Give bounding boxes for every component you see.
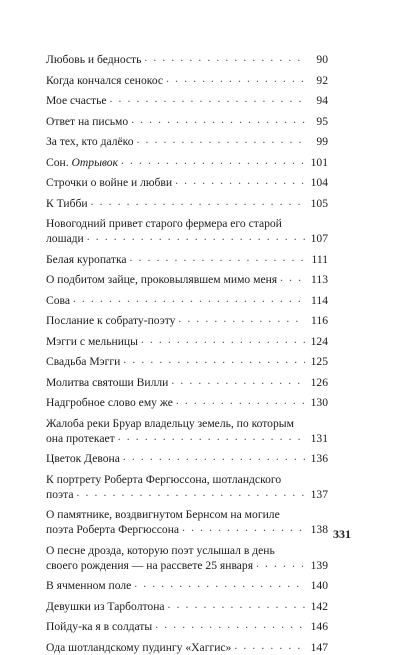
toc-entry-title: Мэгги с мельницы bbox=[46, 334, 138, 348]
toc-entry-page: 140 bbox=[310, 579, 328, 592]
toc-entry-page: 116 bbox=[311, 314, 328, 327]
toc-entry bbox=[46, 395, 328, 410]
toc-entry bbox=[46, 155, 328, 170]
dot-leader bbox=[178, 311, 305, 326]
toc-entry-title: Ответ на письмо bbox=[46, 114, 129, 128]
toc-entry-page: 125 bbox=[310, 355, 328, 368]
dot-leader bbox=[144, 50, 305, 65]
dot-leader bbox=[137, 132, 305, 147]
toc-entry-page: 107 bbox=[310, 232, 328, 245]
toc-entry-title: она протекает bbox=[46, 431, 115, 445]
toc-entry-title-italic: Отрывок bbox=[71, 155, 119, 169]
toc-entry-title: Цветок Девона bbox=[46, 452, 120, 465]
toc-entry bbox=[46, 507, 328, 537]
toc-entry-page: 114 bbox=[311, 293, 328, 307]
toc-entry-title: Свадьба Мэгги bbox=[46, 355, 121, 368]
toc-entry bbox=[46, 175, 328, 190]
toc-entry-title: Молитва святоши Вилли bbox=[46, 375, 169, 389]
toc-entry bbox=[46, 354, 328, 369]
page-number: 331 bbox=[333, 527, 351, 541]
toc-entry-page: 105 bbox=[310, 196, 328, 210]
toc-entry bbox=[46, 640, 328, 655]
toc-entry-page: 94 bbox=[316, 94, 328, 107]
table-of-contents bbox=[46, 52, 328, 655]
toc-entry-page: 111 bbox=[311, 252, 328, 266]
dot-leader bbox=[234, 638, 305, 653]
toc-entry bbox=[46, 252, 328, 267]
toc-entry-page: 137 bbox=[310, 487, 328, 501]
toc-entry-title: К Тибби bbox=[46, 196, 88, 210]
dot-leader bbox=[182, 520, 305, 535]
toc-entry bbox=[46, 578, 328, 593]
dot-leader bbox=[123, 449, 305, 464]
dot-leader bbox=[121, 153, 305, 168]
toc-entry-title: Девушки из Тарболтона bbox=[46, 599, 165, 613]
toc-entry bbox=[46, 52, 328, 67]
dot-leader bbox=[130, 250, 305, 265]
dot-leader bbox=[166, 71, 305, 86]
toc-entry-page: 95 bbox=[316, 114, 328, 128]
toc-entry bbox=[46, 543, 328, 573]
toc-entry-title: Мое счастье bbox=[46, 94, 107, 107]
toc-entry-page: 92 bbox=[316, 73, 328, 87]
toc-entry-page: 147 bbox=[310, 640, 328, 654]
toc-entry-title: Строчки о войне и любви bbox=[46, 176, 173, 189]
toc-entry bbox=[46, 599, 328, 614]
toc-entry-page: 101 bbox=[310, 155, 328, 169]
dot-leader bbox=[175, 173, 305, 188]
toc-entry bbox=[46, 451, 328, 466]
toc-entry-page: 131 bbox=[310, 431, 328, 445]
toc-entry bbox=[46, 196, 328, 211]
toc-entry bbox=[46, 93, 328, 108]
dot-leader bbox=[118, 429, 305, 444]
toc-entry-title-line1: Новогодний привет старого фермера его старой bbox=[46, 217, 282, 230]
toc-entry-page: 124 bbox=[310, 334, 328, 348]
toc-entry-page: 142 bbox=[310, 599, 328, 613]
dot-leader bbox=[168, 597, 305, 612]
toc-entry-title-line1: О песне дрозда, которую поэт услышал в день bbox=[46, 543, 275, 557]
dot-leader bbox=[73, 291, 305, 306]
toc-entry bbox=[46, 375, 328, 390]
toc-entry-title-main: Сон. bbox=[46, 155, 72, 169]
toc-entry-title: Ода шотландскому пудингу «Хаггис» bbox=[46, 640, 232, 654]
toc-entry-title: Надгробное слово ему же bbox=[46, 396, 173, 409]
dot-leader bbox=[155, 617, 305, 632]
toc-entry bbox=[46, 134, 328, 149]
dot-leader bbox=[141, 332, 305, 347]
dot-leader bbox=[171, 373, 305, 388]
toc-entry bbox=[46, 272, 328, 287]
dot-leader bbox=[91, 194, 305, 209]
toc-entry-title-line1: О памятнике, воздвигнутом Бернсом на могиле bbox=[46, 508, 280, 521]
toc-entry-page: 138 bbox=[310, 523, 328, 536]
toc-entry-page: 130 bbox=[310, 396, 328, 409]
dot-leader bbox=[134, 576, 305, 591]
dot-leader bbox=[280, 270, 305, 285]
dot-leader bbox=[87, 229, 305, 244]
toc-entry bbox=[46, 472, 328, 502]
toc-entry-title: Пойду-ка я в солдаты bbox=[46, 620, 153, 633]
toc-entry bbox=[46, 313, 328, 328]
toc-entry-page: 136 bbox=[310, 452, 328, 465]
dot-leader bbox=[110, 91, 305, 106]
toc-entry bbox=[46, 293, 328, 308]
toc-entry-title bbox=[46, 155, 118, 170]
toc-entry-page: 90 bbox=[316, 53, 328, 66]
toc-entry-title: поэта bbox=[46, 487, 74, 501]
toc-entry bbox=[46, 216, 328, 246]
dot-leader bbox=[256, 556, 305, 571]
toc-entry-title: О подбитом зайце, проковылявшем мимо меня bbox=[46, 273, 278, 286]
toc-entry-title-line1: К портрету Роберта Фергюссона, шотландского bbox=[46, 472, 282, 486]
dot-leader bbox=[131, 112, 305, 127]
toc-entry-title: Сова bbox=[46, 293, 70, 307]
toc-entry bbox=[46, 619, 328, 634]
toc-entry bbox=[46, 73, 328, 88]
toc-entry-page: 99 bbox=[316, 135, 328, 148]
dot-leader bbox=[123, 352, 305, 367]
toc-entry-page: 146 bbox=[310, 620, 328, 633]
toc-entry-title-line1: Жалоба реки Бруар владельцу земель, по которым bbox=[46, 416, 294, 430]
toc-entry-title: Когда кончался сенокос bbox=[46, 73, 164, 87]
toc-entry-page: 126 bbox=[310, 375, 328, 389]
toc-entry-title: своего рождения — на рассвете 25 января bbox=[46, 558, 254, 572]
toc-entry-page: 113 bbox=[311, 273, 328, 286]
toc-entry-page: 139 bbox=[310, 558, 328, 572]
dot-leader bbox=[76, 485, 305, 500]
toc-entry bbox=[46, 114, 328, 129]
toc-entry-page: 104 bbox=[310, 176, 328, 189]
toc-entry bbox=[46, 334, 328, 349]
toc-entry-title: В ячменном поле bbox=[46, 579, 132, 592]
toc-entry-title: Любовь и бедность bbox=[46, 53, 142, 66]
toc-entry-title: Белая куропатка bbox=[46, 252, 127, 266]
toc-entry-title: лошади bbox=[46, 232, 84, 245]
toc-entry bbox=[46, 416, 328, 446]
dot-leader bbox=[176, 393, 305, 408]
toc-entry-title: поэта Роберта Фергюссона bbox=[46, 523, 180, 536]
toc-entry-title: За тех, кто далёко bbox=[46, 135, 134, 148]
toc-entry-title: Послание к собрату-поэту bbox=[46, 314, 176, 327]
